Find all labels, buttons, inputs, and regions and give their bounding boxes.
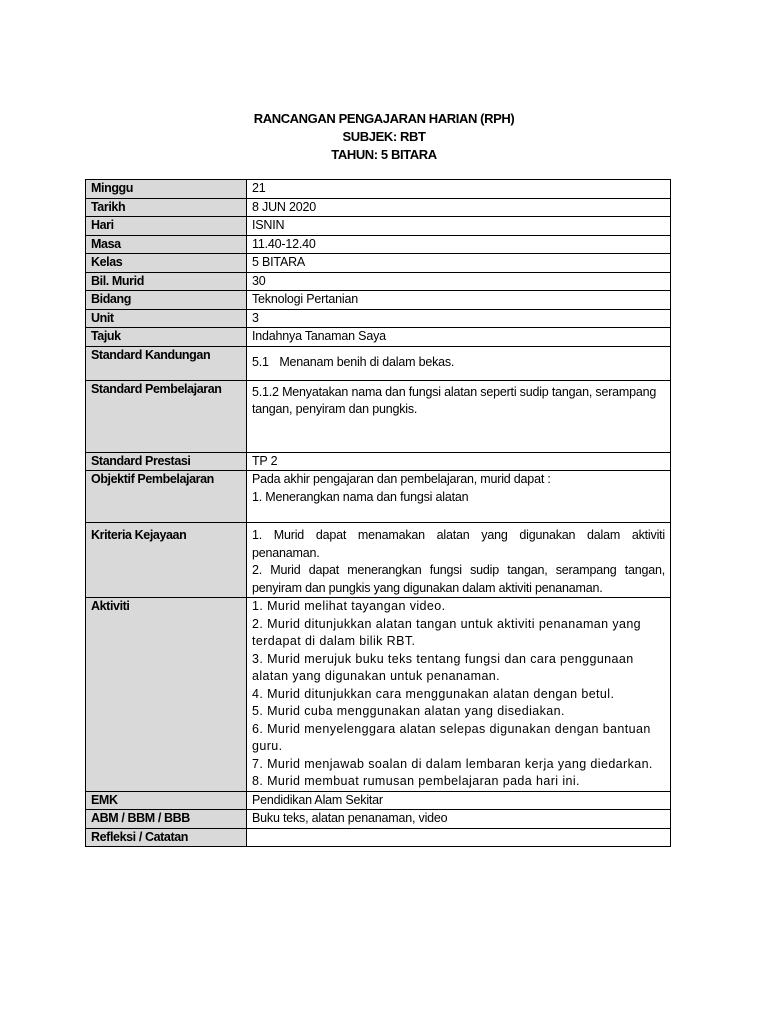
- label-refleksi: Refleksi / Catatan: [86, 828, 247, 847]
- aktiviti-line: 3. Murid merujuk buku teks tentang fungsi dan cara penggunaan alatan yang digunakan untuk penanaman.: [252, 651, 634, 683]
- aktiviti-line: 2. Murid ditunjukkan alatan tangan untuk aktiviti penanaman yang terdapat di dalam bilik RBT.: [252, 616, 642, 648]
- label-minggu: Minggu: [86, 180, 247, 199]
- label-bil-murid: Bil. Murid: [86, 272, 247, 291]
- document-subject: SUBJEK: RBT: [342, 129, 426, 144]
- objektif-line: 1. Menerangkan nama dan fungsi alatan: [252, 489, 469, 504]
- label-hari: Hari: [86, 217, 247, 236]
- row-tajuk: [86, 328, 671, 347]
- row-bidang: [86, 291, 671, 310]
- value-abm: Buku teks, alatan penanaman, video: [247, 810, 671, 829]
- value-bil-murid: 30: [247, 272, 671, 291]
- row-aktiviti: [86, 598, 671, 792]
- value-standard-kandungan: [247, 346, 671, 380]
- label-abm: ABM / BBM / BBB: [86, 810, 247, 829]
- value-tajuk: Indahnya Tanaman Saya: [247, 328, 671, 347]
- kriteria-line: 2. Murid dapat menerangkan fungsi sudip tangan, serampang tangan, penyiram dan pungkis yang digunakan dalam aktiviti penanaman.: [252, 563, 665, 595]
- label-aktiviti: Aktiviti: [86, 598, 247, 792]
- value-objektif: [247, 471, 671, 523]
- label-kriteria: Kriteria Kejayaan: [86, 523, 247, 598]
- value-unit: 3: [247, 309, 671, 328]
- aktiviti-line: 8. Murid membuat rumusan pembelajaran pada hari ini.: [252, 774, 580, 788]
- row-standard-kandungan: [86, 346, 671, 380]
- value-aktiviti: [247, 598, 671, 792]
- label-kelas: Kelas: [86, 254, 247, 273]
- value-standard-prestasi: TP 2: [247, 452, 671, 471]
- value-hari: ISNIN: [247, 217, 671, 236]
- label-standard-kandungan: Standard Kandungan: [86, 346, 247, 380]
- label-masa: Masa: [86, 235, 247, 254]
- row-hari: [86, 217, 671, 236]
- value-refleksi: [247, 828, 671, 847]
- row-minggu: [86, 180, 671, 199]
- aktiviti-line: 4. Murid ditunjukkan cara menggunakan alatan dengan betul.: [252, 686, 615, 701]
- row-standard-pembelajaran: [86, 380, 671, 452]
- label-standard-prestasi: Standard Prestasi: [86, 452, 247, 471]
- row-standard-prestasi: [86, 452, 671, 471]
- aktiviti-line: 1. Murid melihat tayangan video.: [252, 599, 446, 613]
- kriteria-line: 1. Murid dapat menamakan alatan yang digunakan dalam aktiviti penanaman.: [252, 528, 665, 560]
- value-standard-pembelajaran: 5.1.2 Menyatakan nama dan fungsi alatan seperti sudip tangan, serampang tangan, penyiram dan pungkis.: [247, 380, 671, 452]
- row-kriteria: [86, 523, 671, 598]
- document-title: RANCANGAN PENGAJARAN HARIAN (RPH): [253, 111, 515, 126]
- label-unit: Unit: [86, 309, 247, 328]
- objektif-line: Pada akhir pengajaran dan pembelajaran, murid dapat :: [252, 472, 551, 486]
- label-objektif: Objektif Pembelajaran: [86, 471, 247, 523]
- aktiviti-line: 7. Murid menjawab soalan di dalam lembaran kerja yang diedarkan.: [252, 756, 653, 771]
- value-minggu: 21: [247, 180, 671, 199]
- value-emk: Pendidikan Alam Sekitar: [247, 791, 671, 810]
- row-tarikh: [86, 198, 671, 217]
- label-tarikh: Tarikh: [86, 198, 247, 217]
- aktiviti-line: 5. Murid cuba menggunakan alatan yang disediakan.: [252, 704, 565, 718]
- label-emk: EMK: [86, 791, 247, 810]
- row-masa: [86, 235, 671, 254]
- standard-kandungan-number: 5.1: [252, 355, 269, 370]
- row-kelas: [86, 254, 671, 273]
- row-objektif: [86, 471, 671, 523]
- value-tarikh: 8 JUN 2020: [247, 198, 671, 217]
- standard-kandungan-text: Menanam benih di dalam bekas.: [279, 355, 455, 370]
- value-bidang: Teknologi Pertanian: [247, 291, 671, 310]
- row-abm: [86, 810, 671, 829]
- aktiviti-line: 6. Murid menyelenggara alatan selepas digunakan dengan bantuan guru.: [252, 721, 651, 753]
- label-tajuk: Tajuk: [86, 328, 247, 347]
- rph-table: [85, 179, 671, 847]
- row-refleksi: [86, 828, 671, 847]
- document-year: TAHUN: 5 BITARA: [331, 147, 437, 162]
- document-heading: [0, 110, 768, 164]
- value-kelas: 5 BITARA: [247, 254, 671, 273]
- row-emk: [86, 791, 671, 810]
- label-standard-pembelajaran: Standard Pembelajaran: [86, 380, 247, 452]
- row-bil-murid: [86, 272, 671, 291]
- label-bidang: Bidang: [86, 291, 247, 310]
- row-unit: [86, 309, 671, 328]
- value-masa: 11.40-12.40: [247, 235, 671, 254]
- value-kriteria: [247, 523, 671, 598]
